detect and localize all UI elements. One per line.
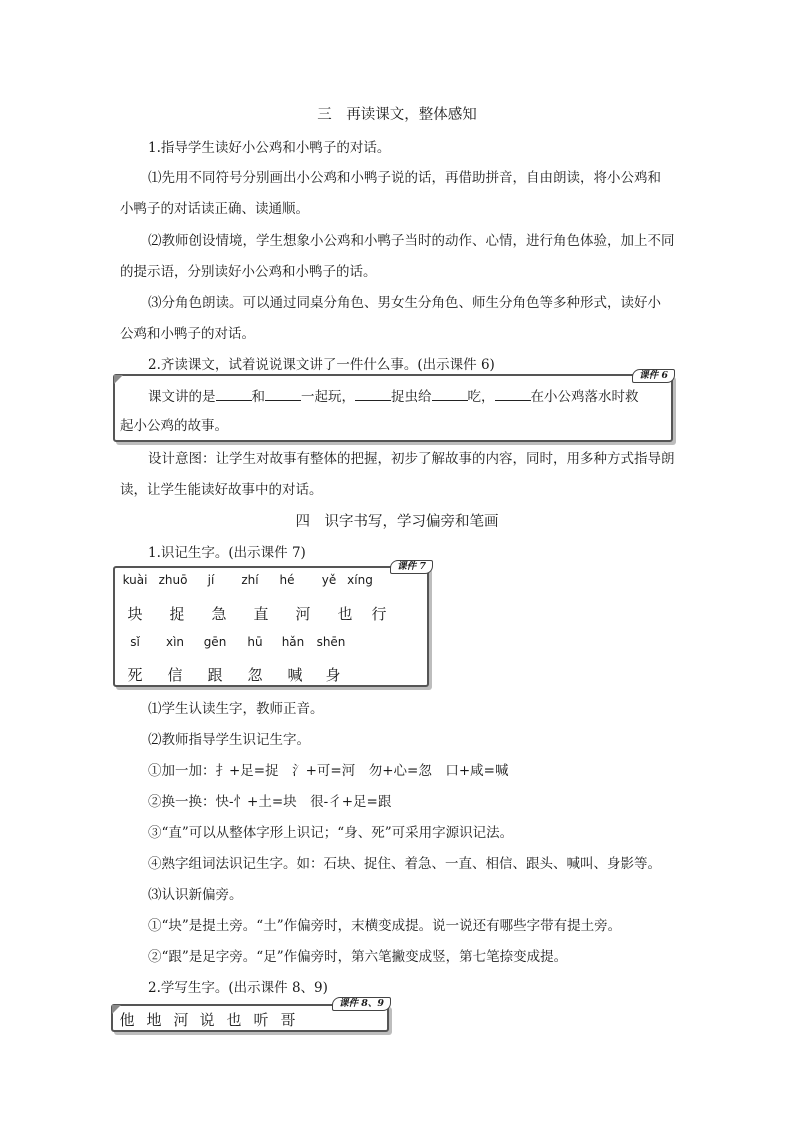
pinyin-cell: xíng bbox=[347, 573, 373, 587]
section3-p2a: ⑴先用不同符号分别画出小公鸡和小鸭子说的话，再借助拼音，自由朗读，将小公鸡和 bbox=[148, 170, 661, 186]
fill-text-5: 吃， bbox=[467, 389, 495, 405]
courseware-8-9-box bbox=[111, 998, 389, 1032]
courseware-8-9-tag: 课件 8、9 bbox=[332, 997, 391, 1011]
char-cell: 他 bbox=[119, 1011, 135, 1029]
courseware-6-line1 bbox=[148, 385, 639, 405]
section4-p11: 2.学写生字。(出示课件 8、9) bbox=[148, 980, 328, 996]
section4-p2: ⑴学生认读生字，教师正音。 bbox=[148, 701, 324, 717]
pinyin-cell: zhí bbox=[241, 573, 259, 587]
char-cell: 喊 bbox=[287, 666, 303, 684]
box-corner-mark bbox=[114, 375, 123, 384]
pinyin-cell: jí bbox=[207, 573, 215, 587]
design-intent-b: 读，让学生能读好故事中的对话。 bbox=[120, 482, 323, 498]
section3-p5: 2.齐读课文，试着说说课文讲了一件什么事。(出示课件 6) bbox=[148, 357, 495, 373]
pinyin-cell: sǐ bbox=[130, 635, 140, 649]
section4-title: 四 识字书写，学习偏旁和笔画 bbox=[295, 514, 499, 530]
char-cell: 河 bbox=[295, 605, 311, 623]
pinyin-cell: shēn bbox=[316, 635, 346, 649]
courseware-6-line2: 起小公鸡的故事。 bbox=[120, 418, 228, 434]
section4-p3: ⑵教师指导学生识记生字。 bbox=[148, 732, 310, 748]
char-cell: 河 bbox=[173, 1011, 189, 1029]
courseware-7-box bbox=[113, 561, 429, 687]
courseware-6-box bbox=[113, 370, 673, 442]
fill-text-3: 一起玩， bbox=[301, 389, 355, 405]
section3-p3a: ⑵教师创设情境，学生想象小公鸡和小鸭子当时的动作、心情，进行角色体验，加上不同 bbox=[148, 233, 675, 249]
section4-p10: ②“跟”是足字旁。“足”作偏旁时，第六笔撇变成竖，第七笔捺变成提。 bbox=[148, 949, 568, 965]
pinyin-cell: gēn bbox=[203, 635, 227, 649]
char-cell: 行 bbox=[371, 605, 387, 623]
section3-p4a: ⑶分角色朗读。可以通过同桌分角色、男女生分角色、师生分角色等多种形式，读好小 bbox=[148, 295, 661, 311]
char-cell: 哥 bbox=[280, 1011, 296, 1029]
blank-5 bbox=[495, 388, 531, 401]
fill-text-2: 和 bbox=[251, 389, 265, 405]
char-cell: 也 bbox=[337, 605, 353, 623]
char-cell: 直 bbox=[253, 605, 269, 623]
blank-4 bbox=[432, 388, 468, 401]
fill-text-6: 在小公鸡落水时救 bbox=[530, 389, 639, 405]
char-cell: 听 bbox=[253, 1011, 269, 1029]
section4-p5: ②换一换：快-忄+土=块 很-彳+足=跟 bbox=[148, 794, 392, 810]
char-cell: 急 bbox=[211, 605, 227, 623]
section3-p3b: 的提示语，分别读好小公鸡和小鸭子的话。 bbox=[120, 264, 377, 280]
fill-text-4: 捉虫给 bbox=[391, 389, 432, 405]
section4-p6: ③“直”可以从整体字形上识记；“身、死”可采用字源识记法。 bbox=[148, 825, 514, 841]
char-cell: 地 bbox=[146, 1011, 162, 1029]
char-cell: 死 bbox=[127, 666, 143, 684]
section3-title: 三 再读课文，整体感知 bbox=[317, 107, 477, 123]
char-cell: 身 bbox=[325, 666, 341, 684]
blank-2 bbox=[265, 388, 301, 401]
pinyin-cell: xìn bbox=[165, 635, 185, 649]
design-intent-a: 设计意图：让学生对故事有整体的把握，初步了解故事的内容，同时，用多种方式指导朗 bbox=[148, 451, 675, 467]
pinyin-cell: hǎn bbox=[281, 635, 305, 649]
blank-1 bbox=[216, 388, 252, 401]
char-cell: 块 bbox=[127, 605, 143, 623]
char-cell: 说 bbox=[199, 1011, 215, 1029]
char-cell: 跟 bbox=[207, 666, 223, 684]
pinyin-cell: kuài bbox=[122, 573, 148, 587]
pinyin-cell: hū bbox=[247, 635, 263, 649]
section4-p4: ①加一加：扌+足=捉 氵+可=河 勿+心=忽 口+咸=喊 bbox=[148, 763, 509, 779]
courseware-6-tag: 课件 6 bbox=[632, 369, 675, 383]
pinyin-cell: zhuō bbox=[158, 573, 188, 587]
char-cell: 捉 bbox=[169, 605, 185, 623]
blank-3 bbox=[355, 388, 391, 401]
section4-p8: ⑶认识新偏旁。 bbox=[148, 887, 243, 903]
char-cell: 信 bbox=[167, 666, 183, 684]
section3-p2b: 小鸭子的对话读正确、读通顺。 bbox=[120, 201, 309, 217]
section3-p1: 1.指导学生读好小公鸡和小鸭子的对话。 bbox=[148, 140, 391, 156]
section4-p7: ④熟字组词法识记生字。如：石块、捉住、着急、一直、相信、跟头、喊叫、身影等。 bbox=[148, 856, 661, 872]
section4-p1: 1.识记生字。(出示课件 7) bbox=[148, 545, 306, 561]
section3-p4b: 公鸡和小鸭子的对话。 bbox=[120, 326, 255, 342]
pinyin-cell: hé bbox=[279, 573, 295, 587]
char-cell: 也 bbox=[226, 1011, 242, 1029]
courseware-7-tag: 课件 7 bbox=[390, 560, 433, 574]
section4-p9: ①“块”是提土旁。“土”作偏旁时，末横变成提。说一说还有哪些字带有提土旁。 bbox=[148, 918, 622, 934]
fill-text-1: 课文讲的是 bbox=[148, 389, 216, 405]
pinyin-cell: yě bbox=[321, 573, 337, 587]
char-cell: 忽 bbox=[247, 666, 263, 684]
